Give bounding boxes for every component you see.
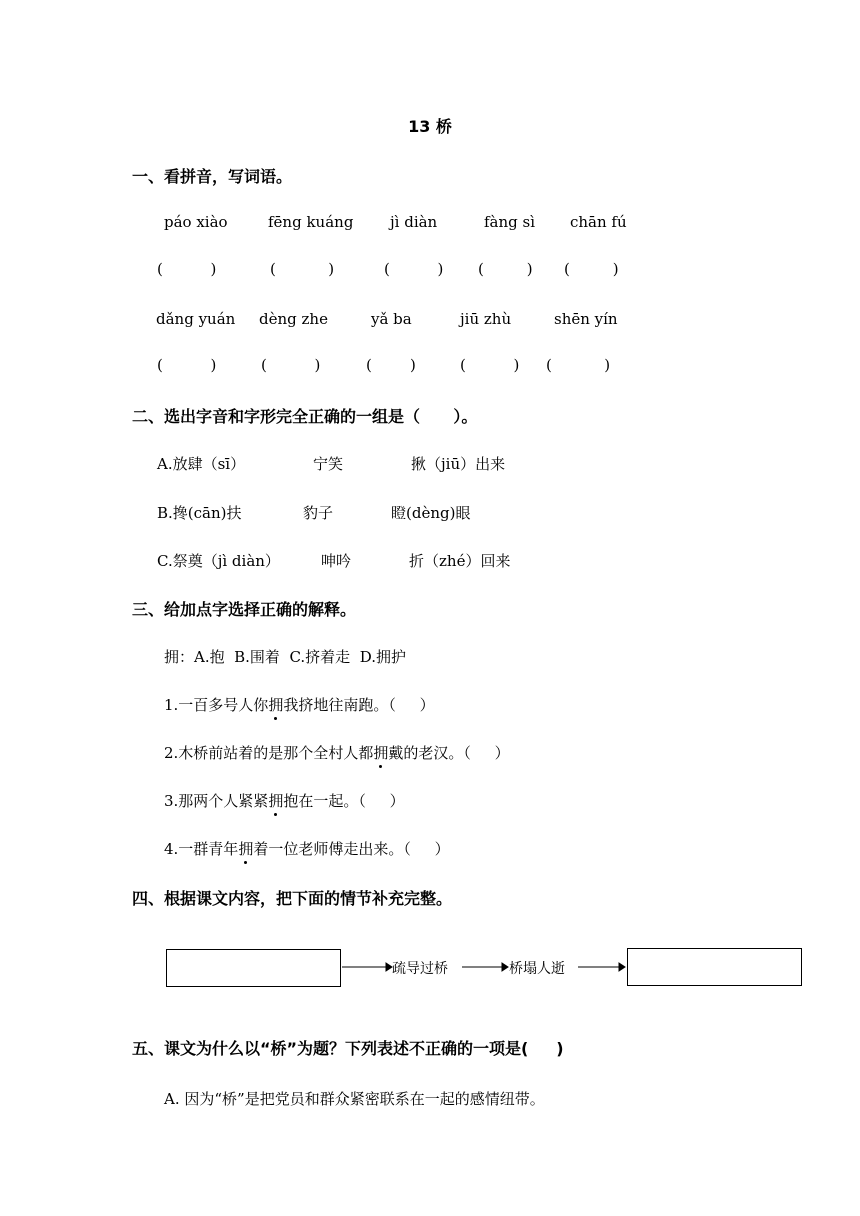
pinyin: páo xiào [164, 213, 228, 231]
pinyin: dèng zhe [259, 310, 328, 328]
option-c-word-1: C.祭奠（jì diàn） [157, 552, 280, 570]
pinyin: jiū zhù [460, 310, 512, 328]
section-1-heading: 一、看拼音，写词语。 [132, 167, 293, 186]
option-b-word-2: 豹子 [303, 504, 334, 522]
option-c-word-2: 呻吟 [321, 552, 352, 570]
option-a-statement: A. 因为“桥”是把党员和群众紧密联系在一起的感情纽带。 [164, 1090, 545, 1108]
option-a-word-2: 宁笑 [313, 455, 344, 473]
definition-choices: 拥：A.抱 B.围着 C.挤着走 D.拥护 [164, 648, 406, 666]
answer-blank[interactable]: ( ) [366, 356, 416, 374]
section-2-heading: 二、选出字音和字形完全正确的一组是（ ）。 [132, 407, 478, 426]
pinyin: dǎng yuán [156, 310, 236, 328]
arrow-head [502, 963, 508, 971]
section-4-heading: 四、根据课文内容，把下面的情节补充完整。 [132, 889, 453, 908]
question-item: 3.那两个人紧紧拥抱在一起。（ ） [164, 792, 405, 810]
answer-blank[interactable]: ( ) [546, 356, 611, 374]
option-a-word-3: 揪（jiū）出来 [411, 455, 506, 473]
answer-blank[interactable]: ( ) [261, 356, 321, 374]
answer-blank[interactable]: ( ) [478, 260, 533, 278]
option-a-word-1: A.放肆（sī） [157, 455, 246, 473]
option-b-word-1: B.搀(cān)扶 [157, 504, 242, 522]
dotted-character: 拥 [238, 840, 254, 858]
pinyin: yǎ ba [371, 310, 412, 328]
answer-blank[interactable]: ( ) [460, 356, 520, 374]
dotted-character: 拥 [373, 744, 389, 762]
answer-blank[interactable]: ( ) [384, 260, 444, 278]
flow-step-1: 疏导过桥 [392, 961, 448, 977]
answer-blank[interactable]: ( ) [157, 356, 217, 374]
pinyin: fàng sì [484, 213, 536, 231]
page-title: 13 桥 [408, 117, 452, 136]
answer-blank[interactable]: ( ) [270, 260, 335, 278]
dotted-character: 拥 [268, 792, 284, 810]
pinyin: chān fú [570, 213, 627, 231]
pinyin: fēng kuáng [268, 213, 354, 231]
question-item: 4.一群青年拥着一位老师傅走出来。（ ） [164, 840, 450, 858]
pinyin: jì diàn [390, 213, 438, 231]
answer-blank[interactable]: ( ) [157, 260, 217, 278]
arrow-head [619, 963, 625, 971]
pinyin: shēn yín [554, 310, 618, 328]
question-item: 1.一百多号人你拥我挤地往南跑。（ ） [164, 696, 435, 714]
option-c-word-3: 折（zhé）回来 [409, 552, 511, 570]
answer-blank[interactable]: ( ) [564, 260, 619, 278]
option-b-word-3: 瞪(dèng)眼 [391, 504, 471, 522]
section-5-heading: 五、课文为什么以“桥”为题？下列表述不正确的一项是( ) [132, 1039, 564, 1058]
section-3-heading: 三、给加点字选择正确的解释。 [132, 600, 357, 619]
question-item: 2.木桥前站着的是那个全村人都拥戴的老汉。（ ） [164, 744, 510, 762]
flow-step-2: 桥塌人逝 [509, 961, 565, 977]
dotted-character: 拥 [268, 696, 284, 714]
